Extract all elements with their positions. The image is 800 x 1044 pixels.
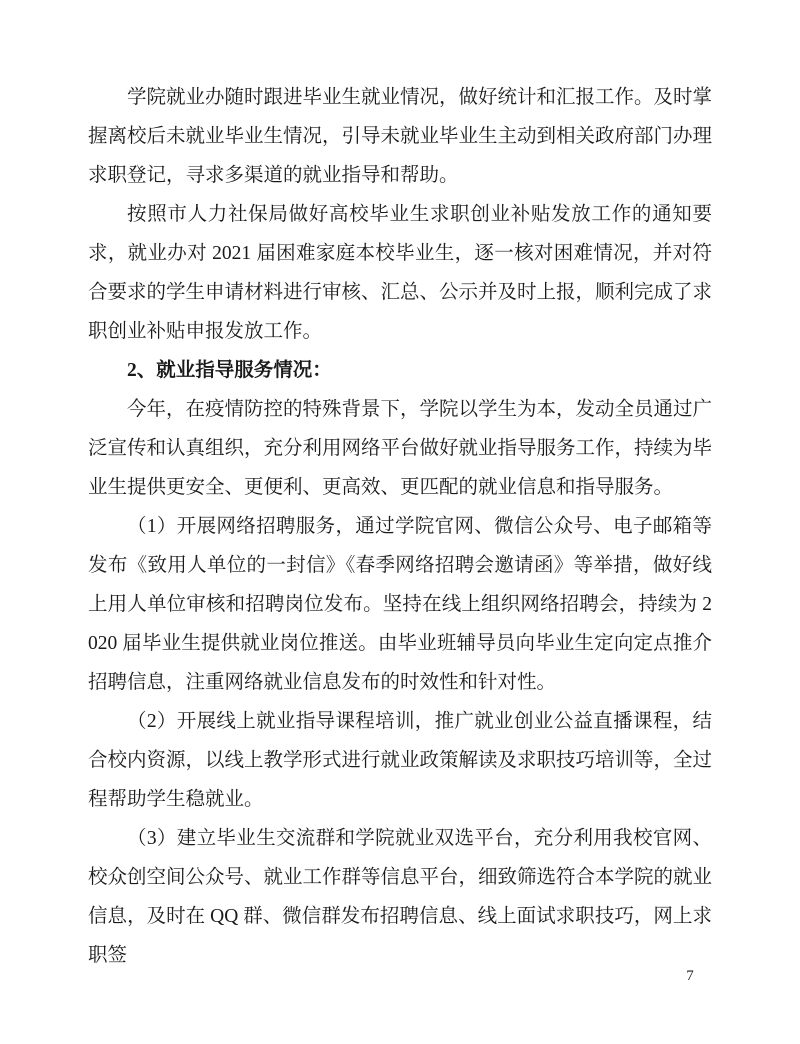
- document-body: [88, 78, 712, 975]
- paragraph-item-1-online-recruitment: （1）开展网络招聘服务，通过学院官网、微信公众号、电子邮箱等发布《致用人单位的一封信》《春季网络招聘会邀请函》等举措，做好线上用人单位审核和招聘岗位发布。坚持在线上组织网络招聘会，持续为 2020 届毕业生提供就业岗位推送。由毕业班辅导员向毕业生定向定点推介招聘信息，注重网络就业信息发布的时效性和针对性。: [88, 516, 712, 693]
- paragraph-pandemic-context: 今年，在疫情防控的特殊背景下，学院以学生为本，发动全员通过广泛宣传和认真组织，充分利用网络平台做好就业指导服务工作，持续为毕业生提供更安全、更便利、更高效、更匹配的就业信息和指导服务。: [88, 399, 713, 498]
- page-number: 7: [686, 968, 694, 984]
- paragraph-followup-tracking: 学院就业办随时跟进毕业生就业情况，做好统计和汇报工作。及时掌握离校后未就业毕业生情况，引导未就业毕业生主动到相关政府部门办理求职登记，寻求多渠道的就业指导和帮助。: [88, 87, 713, 186]
- paragraph-item-3-communication-groups: （3）建立毕业生交流群和学院就业双选平台，充分利用我校官网、校众创空间公众号、就业工作群等信息平台，细致筛选符合本学院的就业信息，及时在 QQ 群、微信群发布招聘信息、线上面试求职技巧，网上求职签: [88, 828, 713, 966]
- paragraph-subsidy-work: 按照市人力社保局做好高校毕业生求职创业补贴发放工作的通知要求，就业办对 2021 届困难家庭本校毕业生，逐一核对困难情况，并对符合要求的学生申请材料进行审核、汇总、公示并及时上报，顺利完成了求职创业补贴申报发放工作。: [88, 204, 713, 342]
- section-heading-employment-guidance: 2、就业指导服务情况：: [127, 360, 332, 381]
- paragraph-item-2-online-training: （2）开展线上就业指导课程培训，推广就业创业公益直播课程，结合校内资源，以线上教学形式进行就业政策解读及求职技巧培训等，全过程帮助学生稳就业。: [88, 711, 713, 810]
